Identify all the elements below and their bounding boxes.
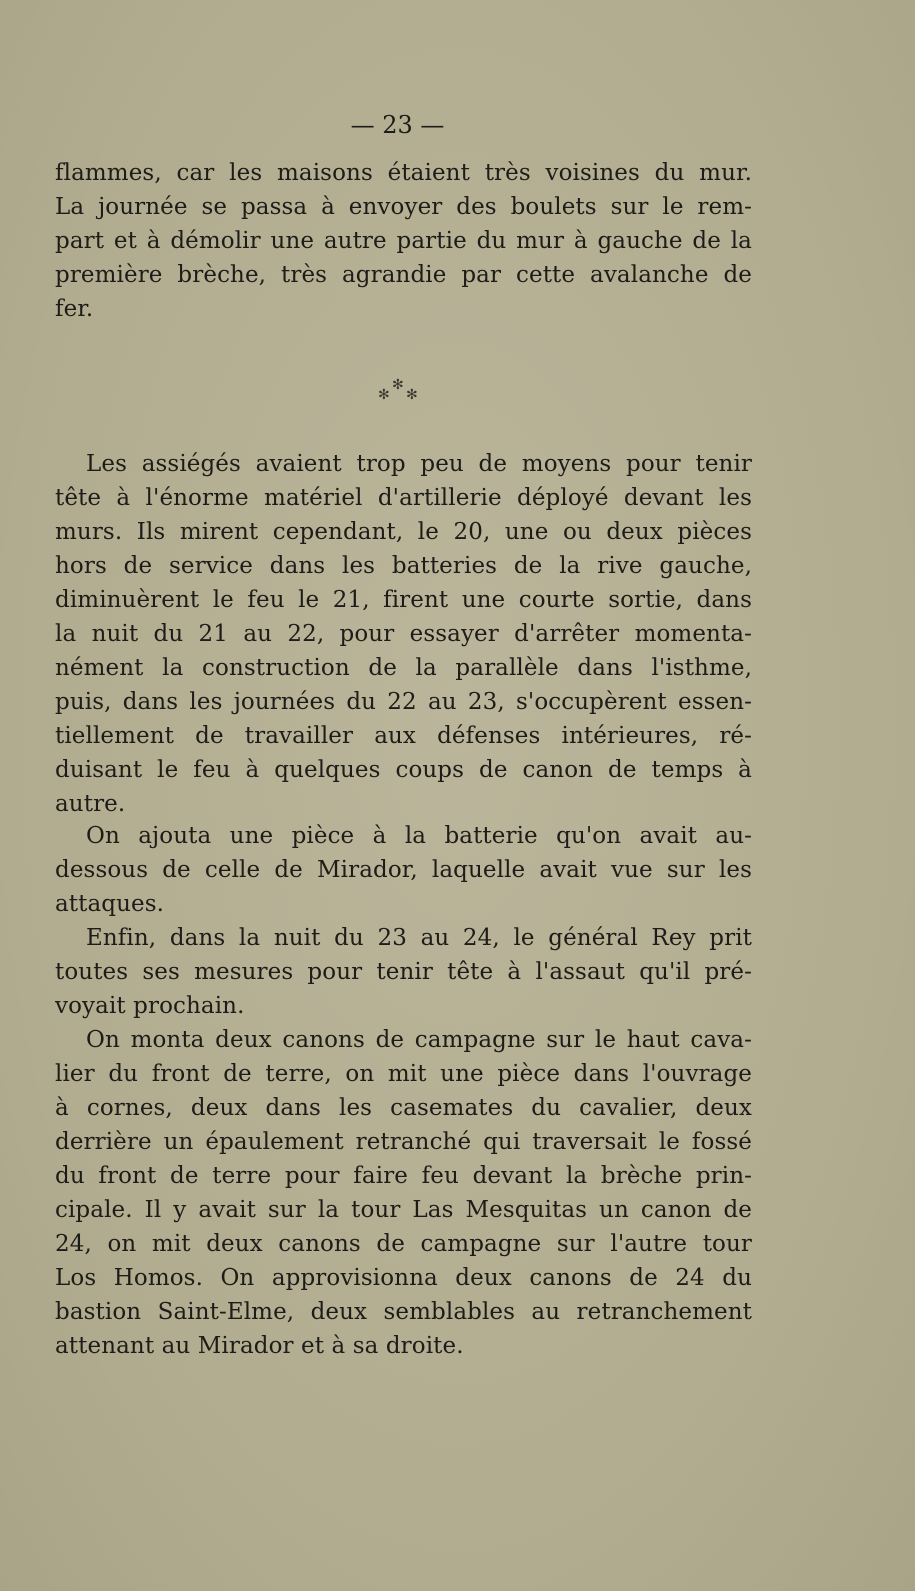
- text-line: la nuit du 21 au 22, pour essayer d'arrêter momenta-: [55, 621, 752, 647]
- text-line: toutes ses mesures pour tenir tête à l'assaut qu'il pré-: [55, 959, 752, 985]
- text-line: cipale. Il y avait sur la tour Las Mesquitas un canon de: [55, 1197, 752, 1223]
- text-line: part et à démolir une autre partie du mur à gauche de la: [55, 228, 752, 254]
- text-line: Los Homos. On approvisionna deux canons de 24 du: [55, 1265, 752, 1291]
- asterism-separator: ✻ ✻ ✻: [378, 377, 418, 403]
- page-number: — 23 —: [350, 111, 445, 139]
- text-line: attaques.: [55, 891, 165, 917]
- text-line: à cornes, deux dans les casemates du cavalier, deux: [55, 1095, 752, 1121]
- text-line: duisant le feu à quelques coups de canon de temps à: [55, 757, 752, 783]
- text-line: derrière un épaulement retranché qui traversait le fossé: [55, 1129, 752, 1155]
- text-line: première brèche, très agrandie par cette avalanche de: [55, 262, 752, 288]
- text-line: fer.: [55, 296, 94, 322]
- text-line: tiellement de travailler aux défenses intérieures, ré-: [55, 723, 752, 749]
- text-line: La journée se passa à envoyer des boulets sur le rem-: [55, 194, 752, 220]
- text-line: diminuèrent le feu le 21, firent une courte sortie, dans: [55, 587, 752, 613]
- text-line: tête à l'énorme matériel d'artillerie déployé devant les: [55, 485, 752, 511]
- text-line: du front de terre pour faire feu devant la brèche prin-: [55, 1163, 752, 1189]
- text-line: dessous de celle de Mirador, laquelle avait vue sur les: [55, 857, 752, 883]
- text-line: murs. Ils mirent cependant, le 20, une ou deux pièces: [55, 519, 752, 545]
- text-line: hors de service dans les batteries de la rive gauche,: [55, 553, 752, 579]
- text-line: attenant au Mirador et à sa droite.: [55, 1333, 464, 1359]
- text-line: nément la construction de la parallèle dans l'isthme,: [55, 655, 752, 681]
- text-line: puis, dans les journées du 22 au 23, s'occupèrent essen-: [55, 689, 752, 715]
- text-line: autre.: [55, 791, 126, 817]
- text-line: Enfin, dans la nuit du 23 au 24, le général Rey prit: [86, 925, 752, 951]
- text-line: bastion Saint-Elme, deux semblables au retranchement: [55, 1299, 752, 1325]
- text-line: voyait prochain.: [55, 993, 245, 1019]
- text-line: 24, on mit deux canons de campagne sur l'autre tour: [55, 1231, 752, 1257]
- text-line: On ajouta une pièce à la batterie qu'on avait au-: [86, 823, 752, 849]
- text-line: On monta deux canons de campagne sur le haut cava-: [86, 1027, 752, 1053]
- text-line: flammes, car les maisons étaient très voisines du mur.: [55, 160, 752, 186]
- text-line: lier du front de terre, on mit une pièce dans l'ouvrage: [55, 1061, 752, 1087]
- text-line: Les assiégés avaient trop peu de moyens pour tenir: [86, 451, 752, 477]
